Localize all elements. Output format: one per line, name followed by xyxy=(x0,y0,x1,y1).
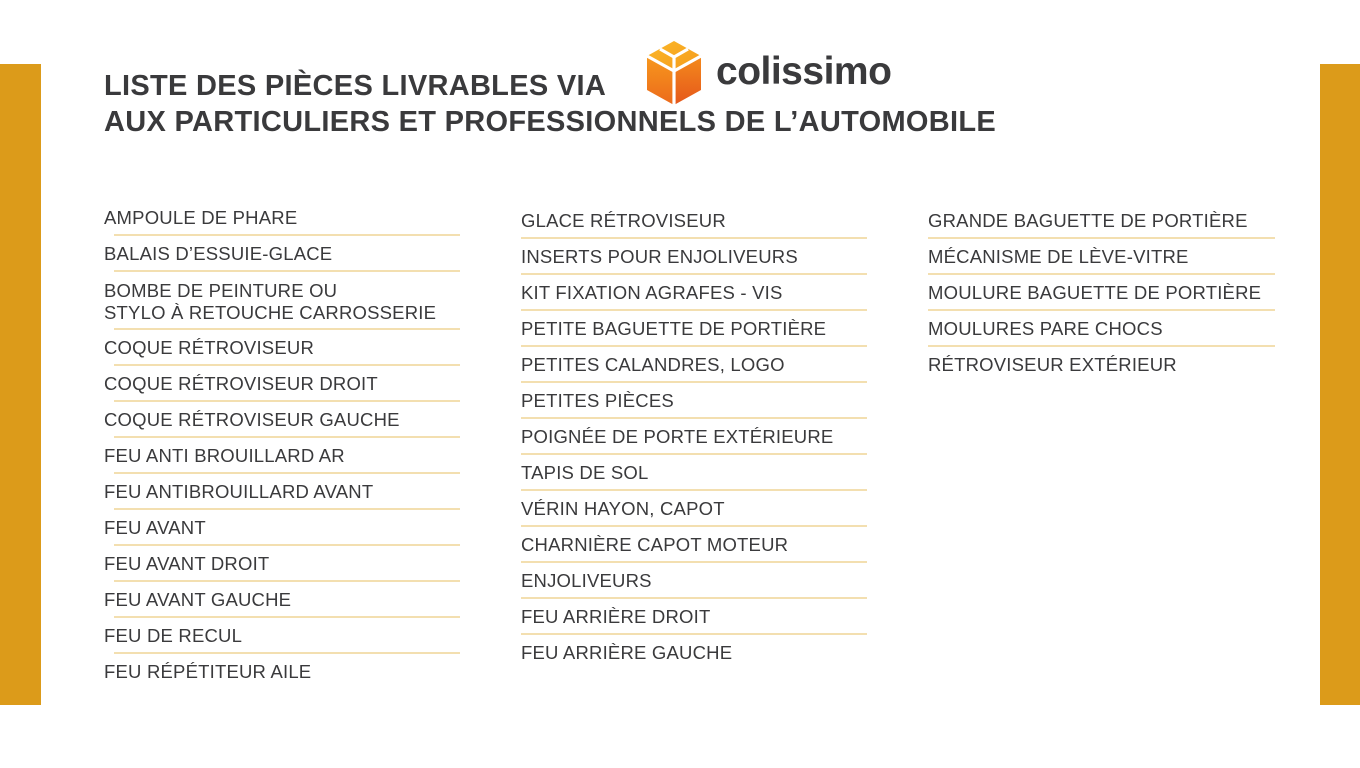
list-item: COQUE RÉTROVISEUR GAUCHE xyxy=(104,402,460,438)
list-item: VÉRIN HAYON, CAPOT xyxy=(521,491,867,527)
list-item: MOULURES PARE CHOCS xyxy=(928,311,1275,347)
colissimo-cube-icon xyxy=(646,40,702,106)
list-item: FEU AVANT DROIT xyxy=(104,546,460,582)
colissimo-logo xyxy=(646,40,891,106)
list-item: MOULURE BAGUETTE DE PORTIÈRE xyxy=(928,275,1275,311)
list-item: GLACE RÉTROVISEUR xyxy=(521,203,867,239)
page-title-line-1: LISTE DES PIÈCES LIVRABLES VIA xyxy=(104,70,607,102)
list-item: PETITES PIÈCES xyxy=(521,383,867,419)
list-item: FEU ANTIBROUILLARD AVANT xyxy=(104,474,460,510)
list-item: POIGNÉE DE PORTE EXTÉRIEURE xyxy=(521,419,867,455)
list-item: TAPIS DE SOL xyxy=(521,455,867,491)
left-decorative-bar xyxy=(0,64,41,705)
list-item: COQUE RÉTROVISEUR xyxy=(104,330,460,366)
colissimo-logo-text: colissimo xyxy=(716,50,892,93)
list-item: INSERTS POUR ENJOLIVEURS xyxy=(521,239,867,275)
list-item: GRANDE BAGUETTE DE PORTIÈRE xyxy=(928,203,1275,239)
list-item: FEU ANTI BROUILLARD AR xyxy=(104,438,460,474)
parts-list-column-3 xyxy=(928,203,1275,383)
list-item: BALAIS D’ESSUIE-GLACE xyxy=(104,236,460,272)
page-title-line-2: AUX PARTICULIERS ET PROFESSIONNELS DE L’AUTOMOBILE xyxy=(104,106,997,138)
list-item: AMPOULE DE PHARE xyxy=(104,200,460,236)
list-item: FEU DE RECUL xyxy=(104,618,460,654)
list-item: BOMBE DE PEINTURE OU STYLO À RETOUCHE CARROSSERIE xyxy=(104,272,460,330)
list-item: CHARNIÈRE CAPOT MOTEUR xyxy=(521,527,867,563)
parts-list-column-1 xyxy=(104,200,460,690)
parts-list-column-2 xyxy=(521,203,867,671)
list-item: PETITES CALANDRES, LOGO xyxy=(521,347,867,383)
list-item: FEU RÉPÉTITEUR AILE xyxy=(104,661,312,682)
right-decorative-bar xyxy=(1320,64,1360,705)
list-item: RÉTROVISEUR EXTÉRIEUR xyxy=(928,354,1177,375)
list-item: ENJOLIVEURS xyxy=(521,563,867,599)
list-item: KIT FIXATION AGRAFES - VIS xyxy=(521,275,867,311)
list-item: FEU AVANT GAUCHE xyxy=(104,582,460,618)
page-title xyxy=(104,68,1104,140)
list-item: FEU AVANT xyxy=(104,510,460,546)
list-item: MÉCANISME DE LÈVE-VITRE xyxy=(928,239,1275,275)
list-item: FEU ARRIÈRE GAUCHE xyxy=(521,642,733,663)
list-item: FEU ARRIÈRE DROIT xyxy=(521,599,867,635)
list-item: COQUE RÉTROVISEUR DROIT xyxy=(104,366,460,402)
list-item: PETITE BAGUETTE DE PORTIÈRE xyxy=(521,311,867,347)
